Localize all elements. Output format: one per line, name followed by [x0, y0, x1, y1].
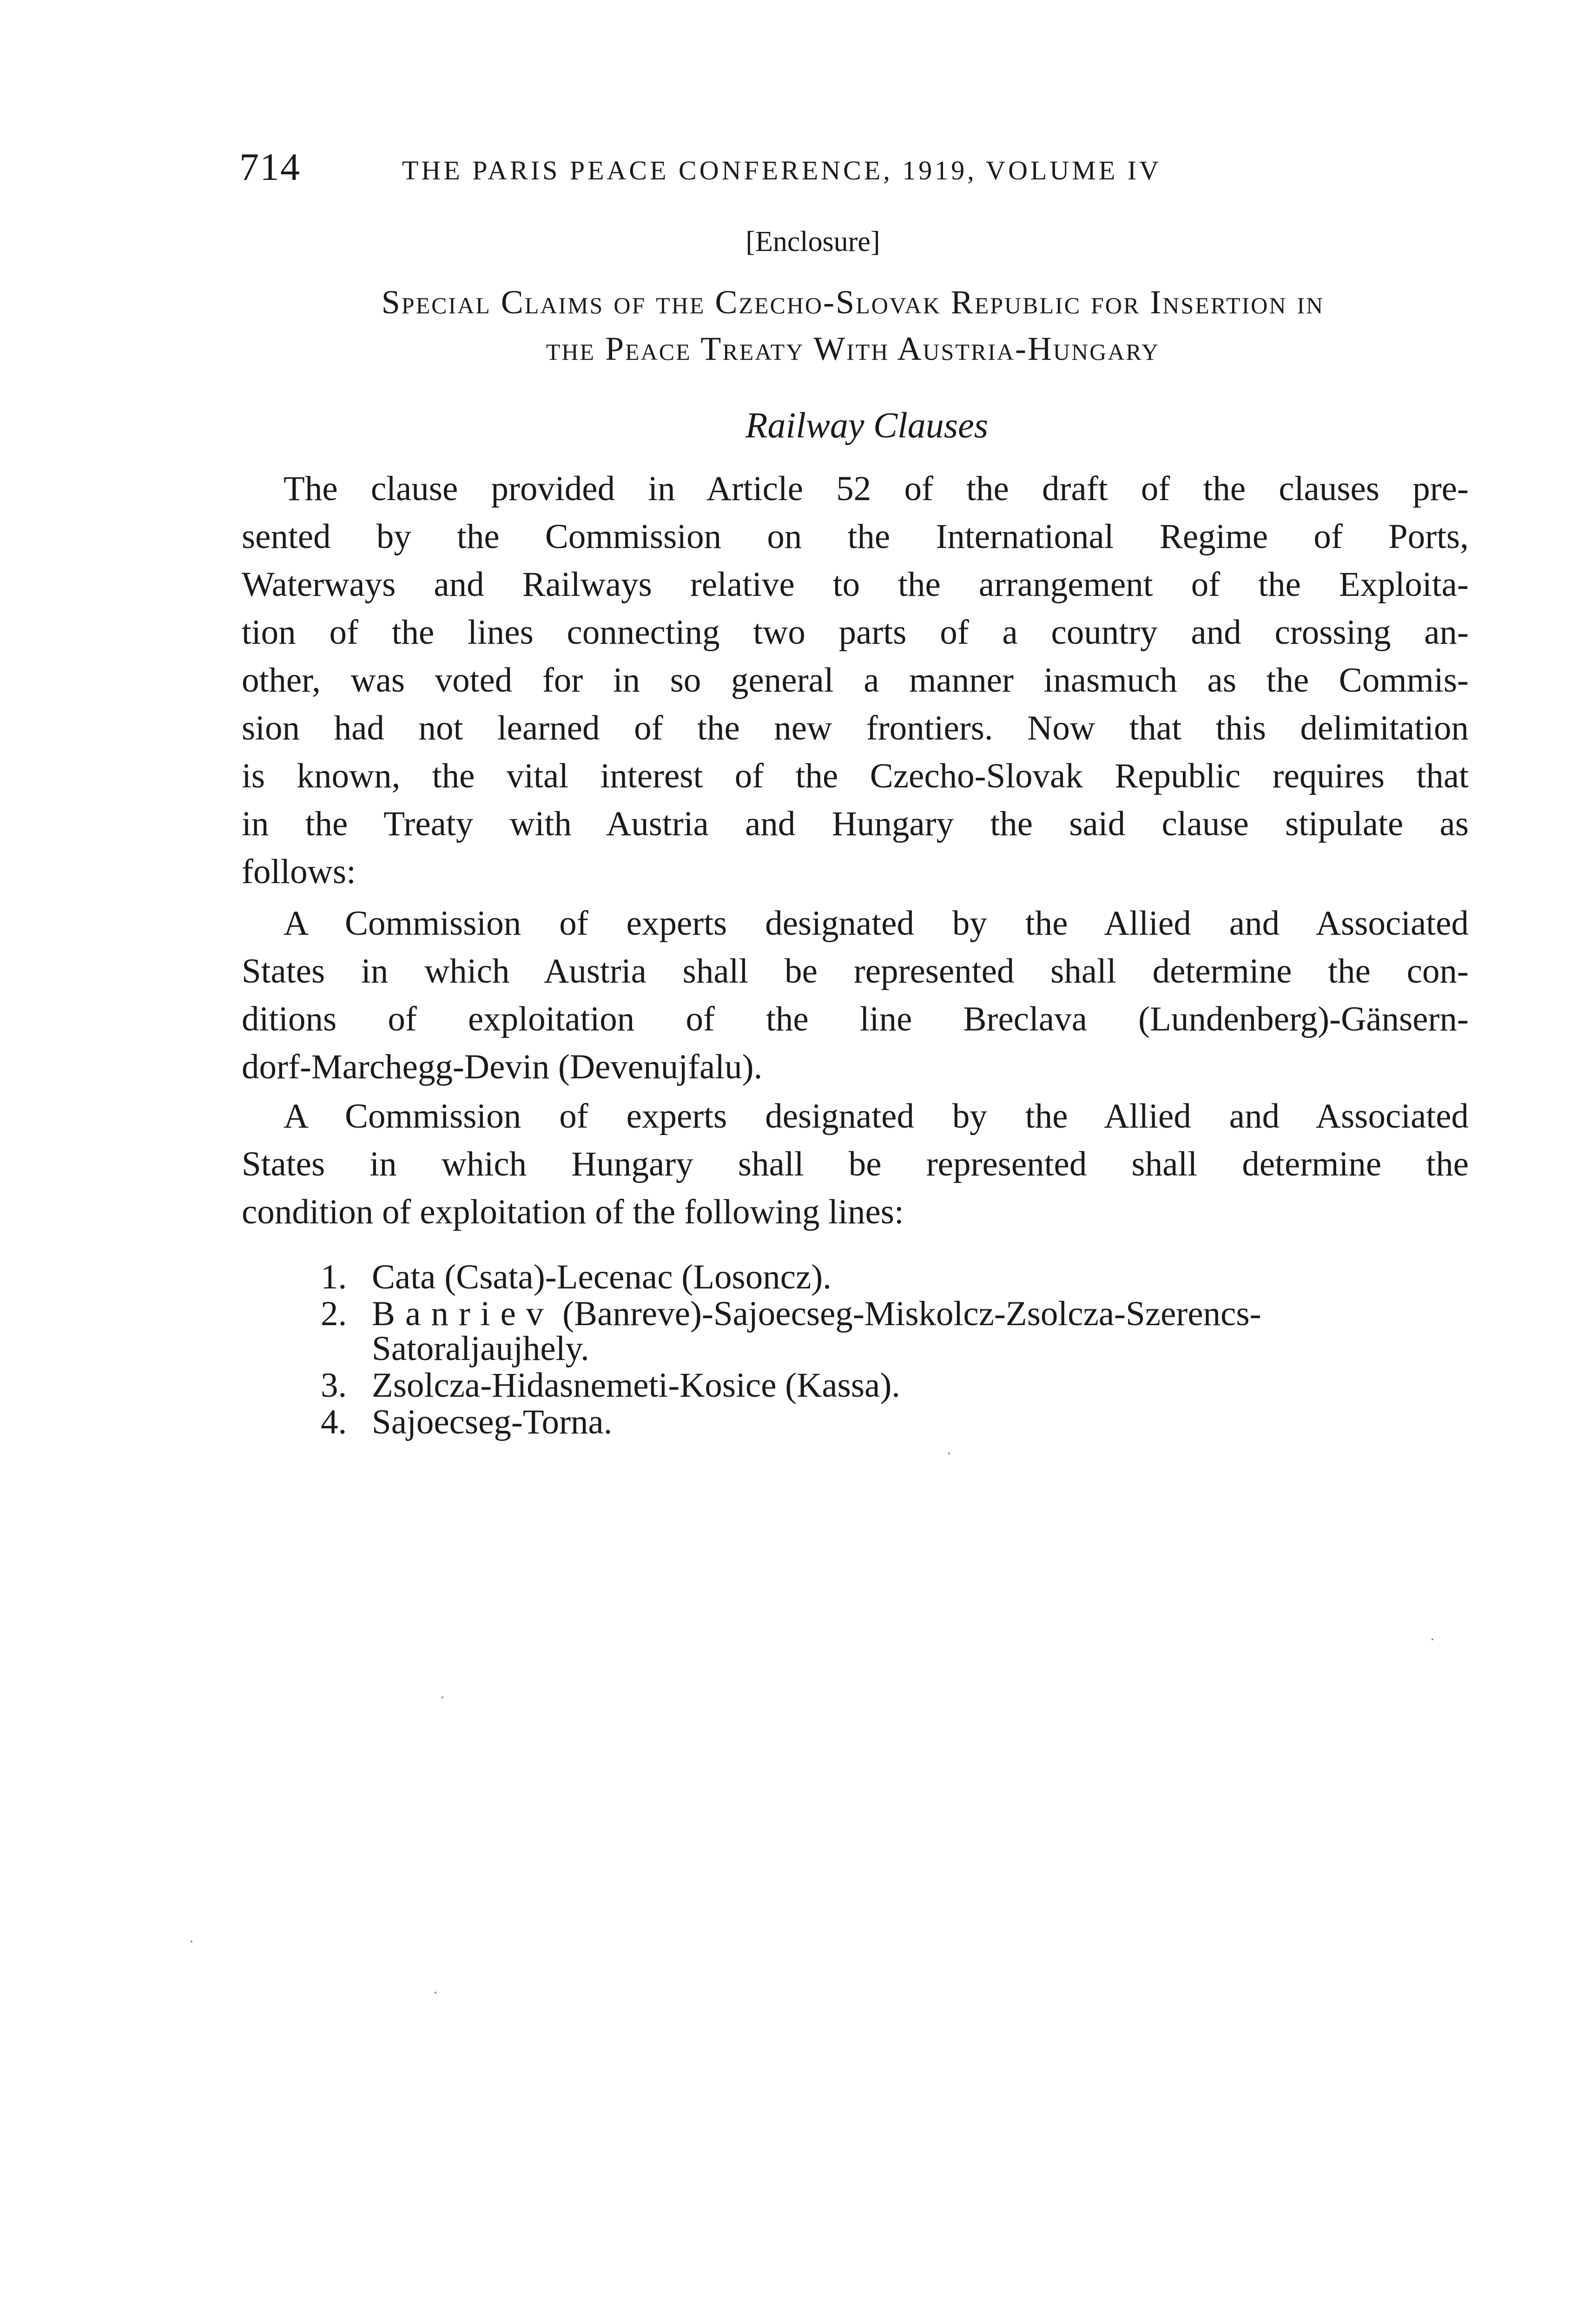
paragraph-line: The clause provided in Article 52 of the draft of the clauses pre- — [284, 469, 1469, 508]
railway-lines-list — [321, 1260, 1483, 1441]
running-title: THE PARIS PEACE CONFERENCE, 1919, VOLUME IV — [402, 155, 1161, 185]
page-number: 714 — [239, 145, 301, 189]
list-item-text-rest: (Banreve)-Sajoecseg-Miskolcz-Zsolcza-Szerencs- — [554, 1294, 1261, 1333]
paragraph-line: A Commission of experts designated by the Allied and Associated — [284, 904, 1469, 943]
list-item — [321, 1405, 1483, 1439]
paragraph-line: sion had not learned of the new frontiers. Now that this delimitation — [242, 709, 1469, 747]
paragraph-line: follows: — [242, 852, 356, 891]
list-item-text — [372, 1296, 1483, 1331]
paragraph-line: tion of the lines connecting two parts of a country and crossing an- — [242, 613, 1469, 652]
list-item-text: Cata (Csata)-Lecenac (Losoncz). — [372, 1258, 832, 1296]
list-item-text: Sajoecseg-Torna. — [372, 1403, 613, 1441]
paragraph-line: A Commission of experts designated by the Allied and Associated — [284, 1097, 1469, 1136]
list-item-text: Zsolcza-Hidasnemeti-Kosice (Kassa). — [372, 1366, 901, 1405]
paragraph-line: States in which Austria shall be represented shall determine the con- — [242, 952, 1469, 990]
enclosure-label: [Enclosure] — [745, 226, 880, 257]
section-subtitle: Railway Clauses — [745, 405, 989, 445]
paragraph-line: dorf-Marchegg-Devin (Devenujfalu). — [242, 1048, 763, 1086]
list-item-spaced-word: Banriev — [372, 1294, 554, 1333]
title-line-2: the Peace Treaty With Austria-Hungary — [546, 330, 1160, 367]
paragraph-line: in the Treaty with Austria and Hungary the said clause stipulate as — [242, 805, 1469, 843]
paragraph-line: other, was voted for in so general a manner inasmuch as the Commis- — [242, 661, 1469, 700]
list-item — [321, 1296, 1483, 1366]
scan-speck — [948, 1452, 950, 1454]
list-item-number: 2. — [321, 1294, 347, 1333]
scan-speck — [1431, 1638, 1433, 1640]
scan-speck — [435, 1992, 436, 1994]
paragraph-line: States in which Hungary shall be represented shall determine the — [242, 1145, 1469, 1183]
list-item-continuation: Satoraljaujhely. — [372, 1329, 589, 1368]
list-item — [321, 1260, 1483, 1294]
list-item — [321, 1368, 1483, 1403]
paragraph-line: sented by the Commission on the International Regime of Ports, — [242, 517, 1469, 556]
scan-speck — [191, 1941, 192, 1942]
document-title — [239, 279, 1466, 372]
list-item-number: 4. — [321, 1403, 347, 1441]
paragraph-line: ditions of exploitation of the line Breclava (Lundenberg)-Gänsern- — [242, 1000, 1469, 1038]
paragraph-3 — [242, 1092, 1469, 1236]
running-head — [239, 139, 1466, 195]
paragraph-line: condition of exploitation of the following lines: — [242, 1193, 904, 1231]
paragraph-1 — [242, 465, 1469, 896]
scan-speck — [442, 1697, 443, 1698]
title-line-1: Special Claims of the Czecho-Slovak Republic for Insertion in — [381, 284, 1325, 321]
paragraph-line: Waterways and Railways relative to the arrangement of the Exploita- — [242, 565, 1469, 604]
paragraph-line: is known, the vital interest of the Czecho-Slovak Republic requires that — [242, 757, 1469, 795]
list-item-number: 1. — [321, 1258, 347, 1296]
list-item-number: 3. — [321, 1366, 347, 1405]
paragraph-2 — [242, 899, 1469, 1091]
